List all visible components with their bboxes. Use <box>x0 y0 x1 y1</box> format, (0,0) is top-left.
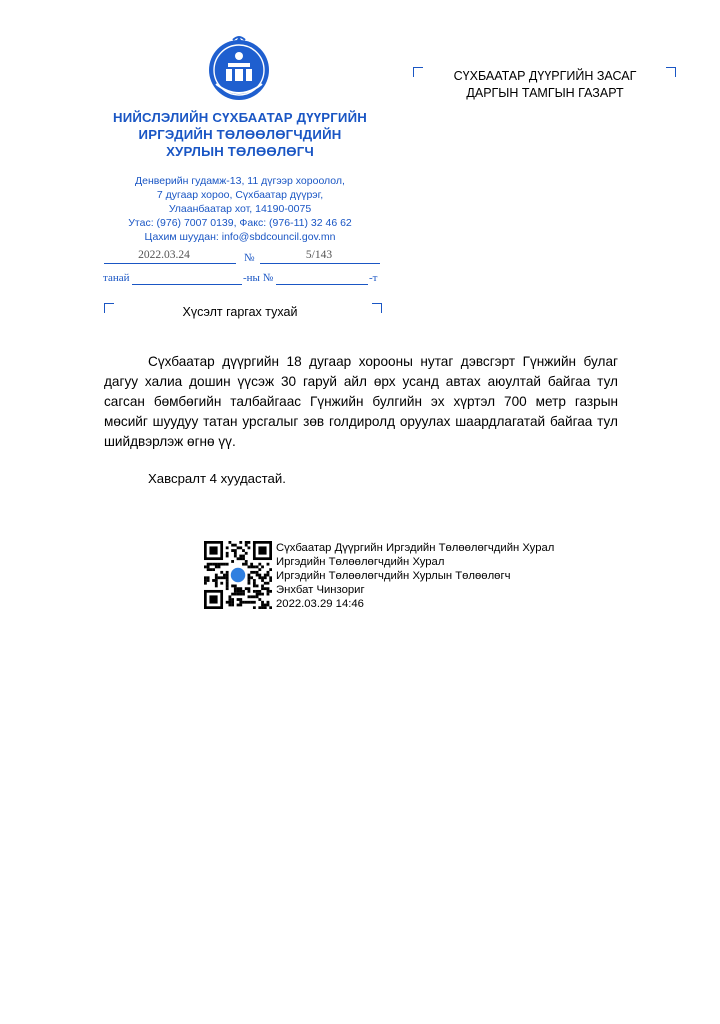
t-label: -т <box>369 272 378 284</box>
subject-corner-mark <box>372 303 382 313</box>
signer-name: Энхбат Чинзориг <box>276 584 365 596</box>
reference-number-line <box>260 263 380 264</box>
phone-fax-line: Утас: (976) 7007 0139, Факс: (976-11) 32 46 62 <box>128 217 352 229</box>
qr-code-icon <box>204 541 272 609</box>
signature-timestamp: 2022.03.29 14:46 <box>276 598 364 610</box>
reference-number: 5/143 <box>305 249 333 261</box>
address-line-1: Денверийн гудамж-13, 11 дүгээр хороолол, <box>135 175 345 187</box>
nuy-label: -ны № <box>243 272 274 284</box>
subject-title: Хүсэлт гаргах тухай <box>182 305 298 319</box>
reference-date: 2022.03.24 <box>138 249 190 261</box>
org-name-line-2: ИРГЭДИЙН ТӨЛӨӨЛӨГЧДИЙН <box>138 127 342 142</box>
to-line <box>132 284 242 285</box>
recipient-line-1: СҮХБААТАР ДҮҮРГИЙН ЗАСАГ <box>453 69 637 83</box>
state-emblem-icon <box>206 32 272 104</box>
number-label: № <box>244 252 255 264</box>
body-paragraph: Сүхбаатар дүүргийн 18 дугаар хорооны нутаг дэвсгэрт Гүнжийн булаг дагуу халиа дошин үүсэж 30 гаруй айл өрх усанд автах аюултай байгаа тул сагсан бөмбөгийн талбайгаас Гүнжийн булгийн эх хүртэл 700 метр газрын мөсийг шуудуу татан урсгалыг зөв голдиролд оруулах шаардлагатай байгаа тул шийдвэрлэж өгнө үү. <box>104 354 618 449</box>
to-label: танай <box>103 272 130 284</box>
org-name-line-3: ХУРЛЫН ТӨЛӨӨЛӨГЧ <box>166 144 314 159</box>
recipient-line-2: ДАРГЫН ТАМГЫН ГАЗАРТ <box>466 86 624 100</box>
signature-line-2: Иргэдийн Төлөөлөгчдийн Хурал <box>276 556 445 568</box>
attachment-note: Хавсралт 4 хуудастай. <box>148 471 286 486</box>
org-name-line-1: НИЙСЛЭЛИЙН СҮХБААТАР ДҮҮРГИЙН <box>112 110 368 125</box>
recipient-corner-mark <box>413 67 423 77</box>
email-line: Цахим шуудан: info@sbdcouncil.gov.mn <box>144 231 336 243</box>
reference-date-line <box>104 263 236 264</box>
signature-line-3: Иргэдийн Төлөөлөгчдийн Хурлын Төлөөлөгч <box>276 570 511 582</box>
address-line-2: 7 дугаар хороо, Сүхбаатар дүүрэг, <box>156 189 324 201</box>
nuy-line <box>276 284 368 285</box>
recipient-corner-mark <box>666 67 676 77</box>
signature-line-1: Сүхбаатар Дүүргийн Иргэдийн Төлөөлөгчдийн Хурал <box>276 542 555 554</box>
address-line-3: Улаанбаатар хот, 14190-0075 <box>168 203 312 215</box>
